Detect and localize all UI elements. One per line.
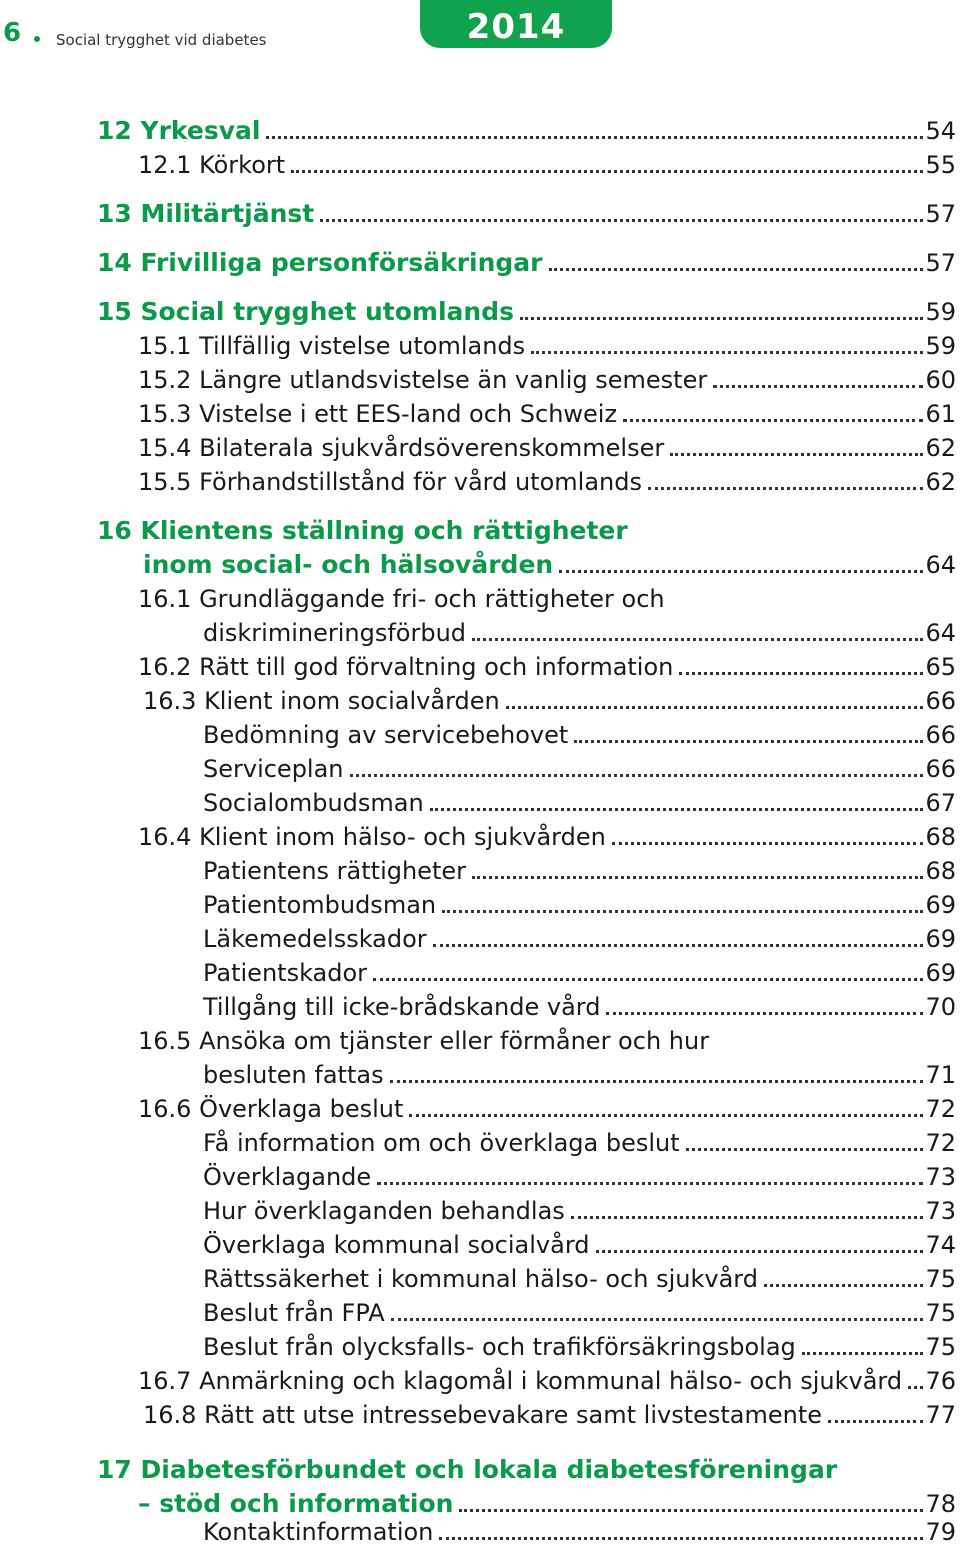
page-header [0, 0, 960, 70]
toc-entry[interactable]: 16.3 Klient inom socialvården 66 [143, 687, 956, 715]
toc-subentry[interactable]: Rättssäkerhet i kommunal hälso- och sjukvård 75 [203, 1265, 956, 1293]
toc-entry[interactable]: 16.5 Ansöka om tjänster eller förmåner och hur [138, 1027, 710, 1055]
toc-subentry[interactable]: Patientombudsman 69 [203, 891, 956, 919]
toc-chapter-continued[interactable]: inom social- och hälsovården 64 [143, 550, 956, 579]
toc-subentry[interactable]: Beslut från olycksfalls- och trafikförsäkringsbolag 75 [203, 1333, 956, 1361]
toc-entry[interactable]: 15.2 Längre utlandsvistelse än vanlig semester 60 [138, 366, 956, 394]
page-number: 6 [3, 18, 22, 48]
toc-subentry[interactable]: Tillgång till icke-brådskande vård 70 [203, 993, 956, 1021]
toc-entry[interactable]: 16.1 Grundläggande fri- och rättigheter och [138, 585, 665, 613]
toc-subentry[interactable]: Patientskador 69 [203, 959, 956, 987]
toc-chapter-continued[interactable]: – stöd och information 78 [138, 1489, 956, 1518]
toc-chapter[interactable]: 13 Militärtjänst 57 [97, 199, 956, 228]
toc-entry[interactable]: 15.4 Bilaterala sjukvårdsöverenskommelser 62 [138, 434, 956, 462]
toc-subentry[interactable]: Beslut från FPA 75 [203, 1299, 956, 1327]
running-title: Social trygghet vid diabetes [56, 31, 267, 49]
toc-chapter[interactable]: 15 Social trygghet utomlands 59 [97, 297, 956, 326]
toc-subentry[interactable]: Hur överklaganden behandlas 73 [203, 1197, 956, 1225]
toc-subentry[interactable]: Överklaga kommunal socialvård 74 [203, 1231, 956, 1259]
toc-subentry[interactable]: Kontaktinformation 79 [203, 1518, 956, 1546]
year-tab: 2014 [420, 0, 612, 48]
toc-subentry[interactable]: Serviceplan 66 [203, 755, 956, 783]
toc-entry[interactable]: 15.3 Vistelse i ett EES-land och Schweiz 61 [138, 400, 956, 428]
toc-chapter[interactable]: 12 Yrkesval 54 [97, 116, 956, 145]
toc-entry[interactable]: 16.8 Rätt att utse intressebevakare samt livstestamente 77 [143, 1401, 956, 1429]
toc-entry-continued[interactable]: diskrimineringsförbud 64 [203, 619, 956, 647]
toc-chapter[interactable]: 14 Frivilliga personförsäkringar 57 [97, 248, 956, 277]
toc-entry[interactable]: 16.4 Klient inom hälso- och sjukvården 68 [138, 823, 956, 851]
toc-subentry[interactable]: Få information om och överklaga beslut 72 [203, 1129, 956, 1157]
toc-chapter[interactable]: 17 Diabetesförbundet och lokala diabetesföreningar [97, 1455, 838, 1484]
toc-entry[interactable]: 16.7 Anmärkning och klagomål i kommunal hälso- och sjukvård 76 [138, 1367, 956, 1395]
toc-entry[interactable]: 15.5 Förhandstillstånd för vård utomlands 62 [138, 468, 956, 496]
bullet-separator [34, 36, 40, 42]
toc-entry[interactable]: 15.1 Tillfällig vistelse utomlands 59 [138, 332, 956, 360]
toc-entry[interactable]: 16.6 Överklaga beslut 72 [138, 1095, 956, 1123]
toc-entry[interactable]: 12.1 Körkort 55 [138, 151, 956, 179]
toc-subentry[interactable]: Patientens rättigheter 68 [203, 857, 956, 885]
toc-chapter[interactable]: 16 Klientens ställning och rättigheter [97, 516, 628, 545]
toc-subentry[interactable]: Socialombudsman 67 [203, 789, 956, 817]
toc-subentry[interactable]: Överklagande 73 [203, 1163, 956, 1191]
toc-subentry[interactable]: Bedömning av servicebehovet 66 [203, 721, 956, 749]
toc-subentry[interactable]: Läkemedelsskador 69 [203, 925, 956, 953]
toc-entry[interactable]: 16.2 Rätt till god förvaltning och information 65 [138, 653, 956, 681]
toc-entry-continued[interactable]: besluten fattas 71 [203, 1061, 956, 1089]
